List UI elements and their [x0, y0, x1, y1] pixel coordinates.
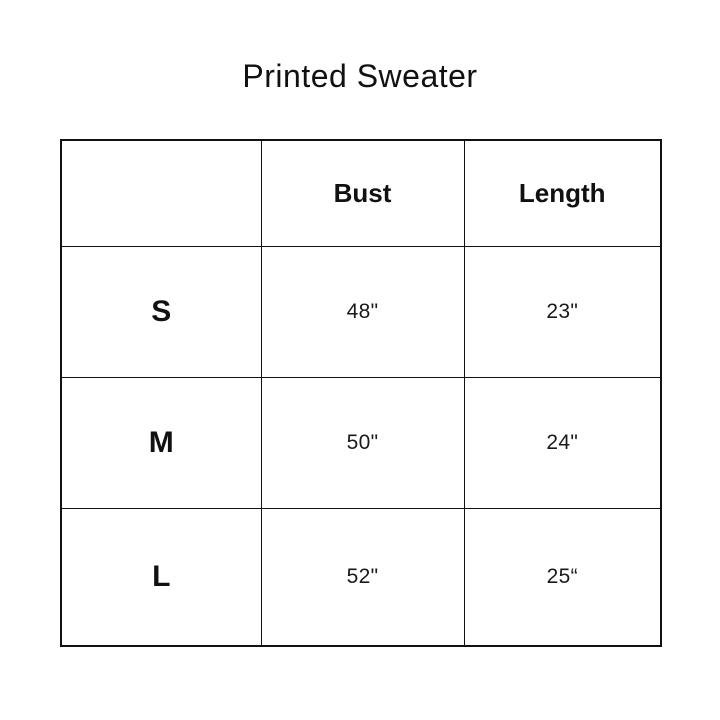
bust-cell-l: 52": [261, 508, 464, 646]
table-header-row: [61, 140, 661, 246]
column-header-length: Length: [464, 140, 661, 246]
table-row-l: [61, 508, 661, 646]
size-cell-l: L: [61, 508, 261, 646]
corner-cell: [61, 140, 261, 246]
bust-cell-s: 48": [261, 246, 464, 377]
size-cell-s: S: [61, 246, 261, 377]
table-row-m: [61, 377, 661, 508]
bust-cell-m: 50": [261, 377, 464, 508]
size-cell-m: M: [61, 377, 261, 508]
size-chart-table: [60, 139, 662, 647]
length-cell-m: 24": [464, 377, 661, 508]
page-title: Printed Sweater: [242, 58, 478, 94]
column-header-bust: Bust: [261, 140, 464, 246]
length-cell-l: 25“: [464, 508, 661, 646]
length-cell-s: 23": [464, 246, 661, 377]
table-row-s: [61, 246, 661, 377]
